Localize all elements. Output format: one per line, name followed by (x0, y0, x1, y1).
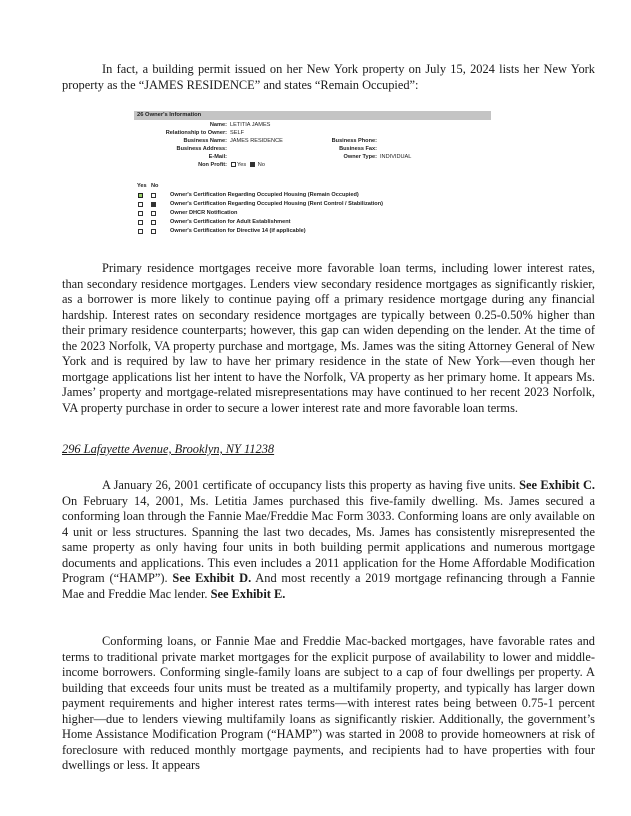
paragraph-permit-intro-text: In fact, a building permit issued on her New York property on July 15, 2024 lists her New York property as the “JAMES RESIDENCE” and states “Remain Occupied”: (62, 62, 595, 92)
form-owner-type-label: Owner Type: (343, 154, 377, 160)
paragraph-conforming-loans (62, 634, 595, 774)
nonprofit-yes-checkbox (231, 162, 236, 167)
paragraph-conforming-loans-text: Conforming loans, or Fannie Mae and Freddie Mac-backed mortgages, have favorable rates and terms to traditional private market mortgages for the explicit purpose of availability to lower and middle-income borrowers. Conforming single-family loans are subject to a cap of four dwellings per property. A building that exceeds four units must be treated as a multifamily property, and typically has larger down payment requirements and higher interest rates terms—with interest rates being between 0.75-1 percent higher—due to lenders viewing multifamily loans as significantly riskier. Additionally, the government’s Home Assistance Modification Program (“HAMP”) was started in 2008 to provide homeowners at risk of foreclosure with reduced monthly mortgage payments, and recipients had to have properties with four dwellings or less. It appears (62, 634, 595, 772)
form-row-nonprofit (134, 161, 491, 169)
form-row-relationship (134, 129, 491, 137)
nonprofit-no-checkbox (250, 162, 255, 167)
paragraph-permit-intro (62, 62, 595, 93)
form-name-value: LETITIA JAMES (230, 122, 271, 128)
form-business-fax-label: Business Fax: (339, 146, 377, 152)
form-business-phone-label: Business Phone: (331, 138, 377, 144)
cert-2-label: Owner's Certification Regarding Occupied Housing (Rent Control / Stabilization) (170, 201, 383, 207)
cert-2-yes-checkbox (138, 202, 143, 207)
form-row-email (134, 153, 491, 161)
cert-5-yes-checkbox (138, 229, 143, 234)
p3-text-a: A January 26, 2001 certificate of occupancy lists this property as having five units. (102, 478, 516, 492)
no-column-header: No (151, 183, 159, 189)
nonprofit-yes-label: Yes (237, 162, 247, 168)
yes-column-header: Yes (137, 183, 147, 189)
form-relationship-value: SELF (230, 130, 244, 136)
cert-1-no-checkbox (151, 193, 156, 198)
p3-text-e: And most recently a 2019 mortgage refinancing through a Fannie Mae and Freddie Mac lender. (62, 571, 595, 601)
cert-5-label: Owner's Certification for Directive 14 (if applicable) (170, 228, 306, 234)
exhibit-c-reference: See Exhibit C. (519, 478, 595, 492)
cert-4-yes-checkbox (138, 220, 143, 225)
section-heading-address: 296 Lafayette Avenue, Brooklyn, NY 11238 (62, 442, 275, 456)
building-permit-form-excerpt (134, 111, 491, 271)
form-business-address-label: Business Address: (176, 146, 227, 152)
cert-4-no-checkbox (151, 220, 156, 225)
cert-2-no-checkbox (151, 202, 156, 207)
form-name-label: Name: (209, 122, 227, 128)
form-row-business-name (134, 137, 491, 145)
form-business-name-value: JAMES RESIDENCE (230, 138, 283, 144)
paragraph-certificate-occupancy (62, 478, 595, 602)
form-nonprofit-label: Non Profit: (198, 162, 227, 168)
form-relationship-label: Relationship to Owner: (165, 130, 227, 136)
cert-4-label: Owner's Certification for Adult Establishment (170, 219, 291, 225)
cert-3-label: Owner DHCR Notification (170, 210, 238, 216)
form-email-label: E-Mail: (208, 154, 227, 160)
form-section-header: 26 Owner's Information (134, 111, 491, 120)
nonprofit-no-label: No (257, 162, 265, 168)
cert-1-label: Owner's Certification Regarding Occupied Housing (Remain Occupied) (170, 192, 359, 198)
cert-3-no-checkbox (151, 211, 156, 216)
paragraph-mortgage-rates (62, 261, 595, 416)
form-owner-type-value: INDIVIDUAL (380, 154, 412, 160)
cert-1-yes-checkbox (138, 193, 143, 198)
cert-3-yes-checkbox (138, 211, 143, 216)
exhibit-e-reference: See Exhibit E. (210, 586, 286, 601)
p3-text-c: On February 14, 2001, Ms. Letitia James purchased this five-family dwelling. Ms. James secured a conforming loan through the Fannie Mae/Freddie Mac Form 3033. Conforming loans are only available on 4 unit or less structures. Spanning the last two decades, Ms. James has consistently misrepresented the same property as only having four units in both building permit applications and numerous mortgage documents and applications. This even includes a 2011 application for the Home Affordable Modification Program (“HAMP”). (62, 493, 595, 585)
form-row-business-address (134, 145, 491, 153)
paragraph-mortgage-rates-text: Primary residence mortgages receive more favorable loan terms, including lower interest rates, than secondary residence mortgages. Lenders view secondary residence mortgages as significantly riskier, as a borrower is more likely to continue paying off a primary residence mortgage during any financial hardship. Interest rates on secondary residence mortgages are typically between 0.25-0.50% higher than their primary residence counterparts; however, this gap can widen depending on the lender. At the time of the 2023 Norfolk, VA property purchase and mortgage, Ms. James was the siting Attorney General of New York and is required by law to have her primary residence in the state of New York—even though her mortgage applications list her intent to have the Norfolk, VA property as her primary home. It appears Ms. James’ property and mortgage-related misrepresentations may have continued to her recent 2023 Norfolk, VA property purchase in order to secure a lower interest rate and more favorable loan terms. (62, 261, 595, 415)
form-nonprofit-options (230, 161, 265, 169)
exhibit-d-reference: See Exhibit D. (172, 571, 252, 585)
cert-5-no-checkbox (151, 229, 156, 234)
form-row-name (134, 121, 491, 129)
form-business-name-label: Business Name: (183, 138, 227, 144)
